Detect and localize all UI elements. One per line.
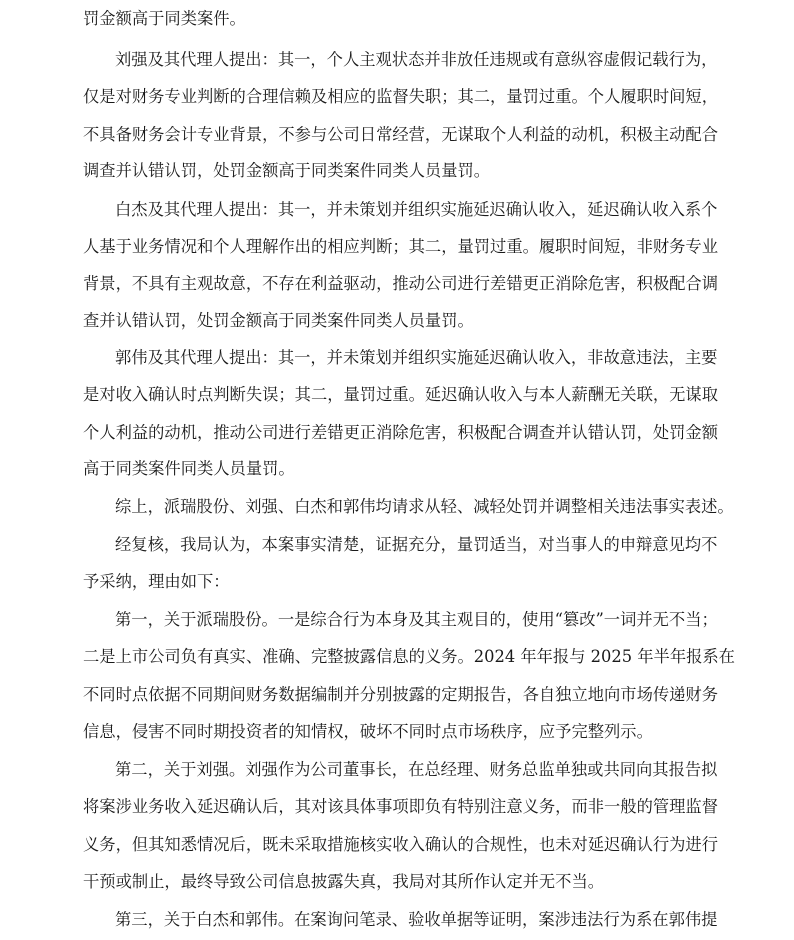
text-line: 个人利益的动机，推动公司进行差错更正消除危害，积极配合调查并认错认罚，处罚金额 [83, 423, 718, 442]
text-line: 不具备财务会计专业背景，不参与公司日常经营，无谋取个人利益的动机，积极主动配合 [83, 125, 718, 144]
text-line: 查并认错认罚，处罚金额高于同类案件同类人员量罚。 [83, 311, 474, 330]
text-line: 不同时点依据不同期间财务数据编制并分别披露的定期报告，各自独立地向市场传递财务 [83, 685, 718, 704]
text-line: 背景，不具有主观故意，不存在利益驱动，推动公司进行差错更正消除危害，积极配合调 [83, 274, 718, 293]
text-line: 罚金额高于同类案件。 [83, 9, 246, 28]
text-line: 高于同类案件同类人员量罚。 [83, 459, 295, 478]
text-line: 仅是对财务专业判断的合理信赖及相应的监督失职；其二，量罚过重。个人履职时间短， [83, 87, 718, 106]
text-line: 干预或制止，最终导致公司信息披露失真，我局对其所作认定并无不当。 [83, 872, 605, 891]
text-line: 二是上市公司负有真实、准确、完整披露信息的义务。2024 年年报与 2025 年半年报系在 [83, 647, 735, 666]
text-line: 郭伟及其代理人提出：其一，并未策划并组织实施延迟确认收入，非故意违法，主要 [115, 348, 718, 367]
text-line: 予采纳，理由如下： [83, 572, 230, 591]
text-line: 是对收入确认时点判断失误；其二，量罚过重。延迟确认收入与本人薪酬无关联，无谋取 [83, 385, 718, 404]
text-line: 第二，关于刘强。刘强作为公司董事长，在总经理、财务总监单独或共同向其报告拟 [115, 760, 718, 779]
text-line: 信息，侵害不同时期投资者的知情权，破坏不同时点市场秩序，应予完整列示。 [83, 722, 653, 741]
text-line: 第三，关于白杰和郭伟。在案询问笔录、验收单据等证明，案涉违法行为系在郭伟提 [115, 910, 718, 929]
text-line: 人基于业务情况和个人理解作出的相应判断；其二，量罚过重。履职时间短，非财务专业 [83, 237, 718, 256]
text-line: 经复核，我局认为，本案事实清楚，证据充分，量罚适当，对当事人的申辩意见均不 [115, 535, 718, 554]
text-line: 将案涉业务收入延迟确认后，其对该具体事项即负有特别注意义务，而非一般的管理监督 [83, 797, 718, 816]
text-line: 第一，关于派瑞股份。一是综合行为本身及其主观目的，使用“篡改”一词并无不当； [115, 610, 718, 629]
text-line: 调查并认错认罚，处罚金额高于同类案件同类人员量罚。 [83, 161, 491, 180]
text-line: 白杰及其代理人提出：其一，并未策划并组织实施延迟确认收入，延迟确认收入系个 [115, 200, 718, 219]
text-line: 义务，但其知悉情况后，既未采取措施核实收入确认的合规性，也未对延迟确认行为进行 [83, 835, 718, 854]
text-line: 刘强及其代理人提出：其一，个人主观状态并非放任违规或有意纵容虚假记载行为， [115, 50, 718, 69]
text-line: 综上，派瑞股份、刘强、白杰和郭伟均请求从轻、减轻处罚并调整相关违法事实表述。 [115, 497, 734, 516]
